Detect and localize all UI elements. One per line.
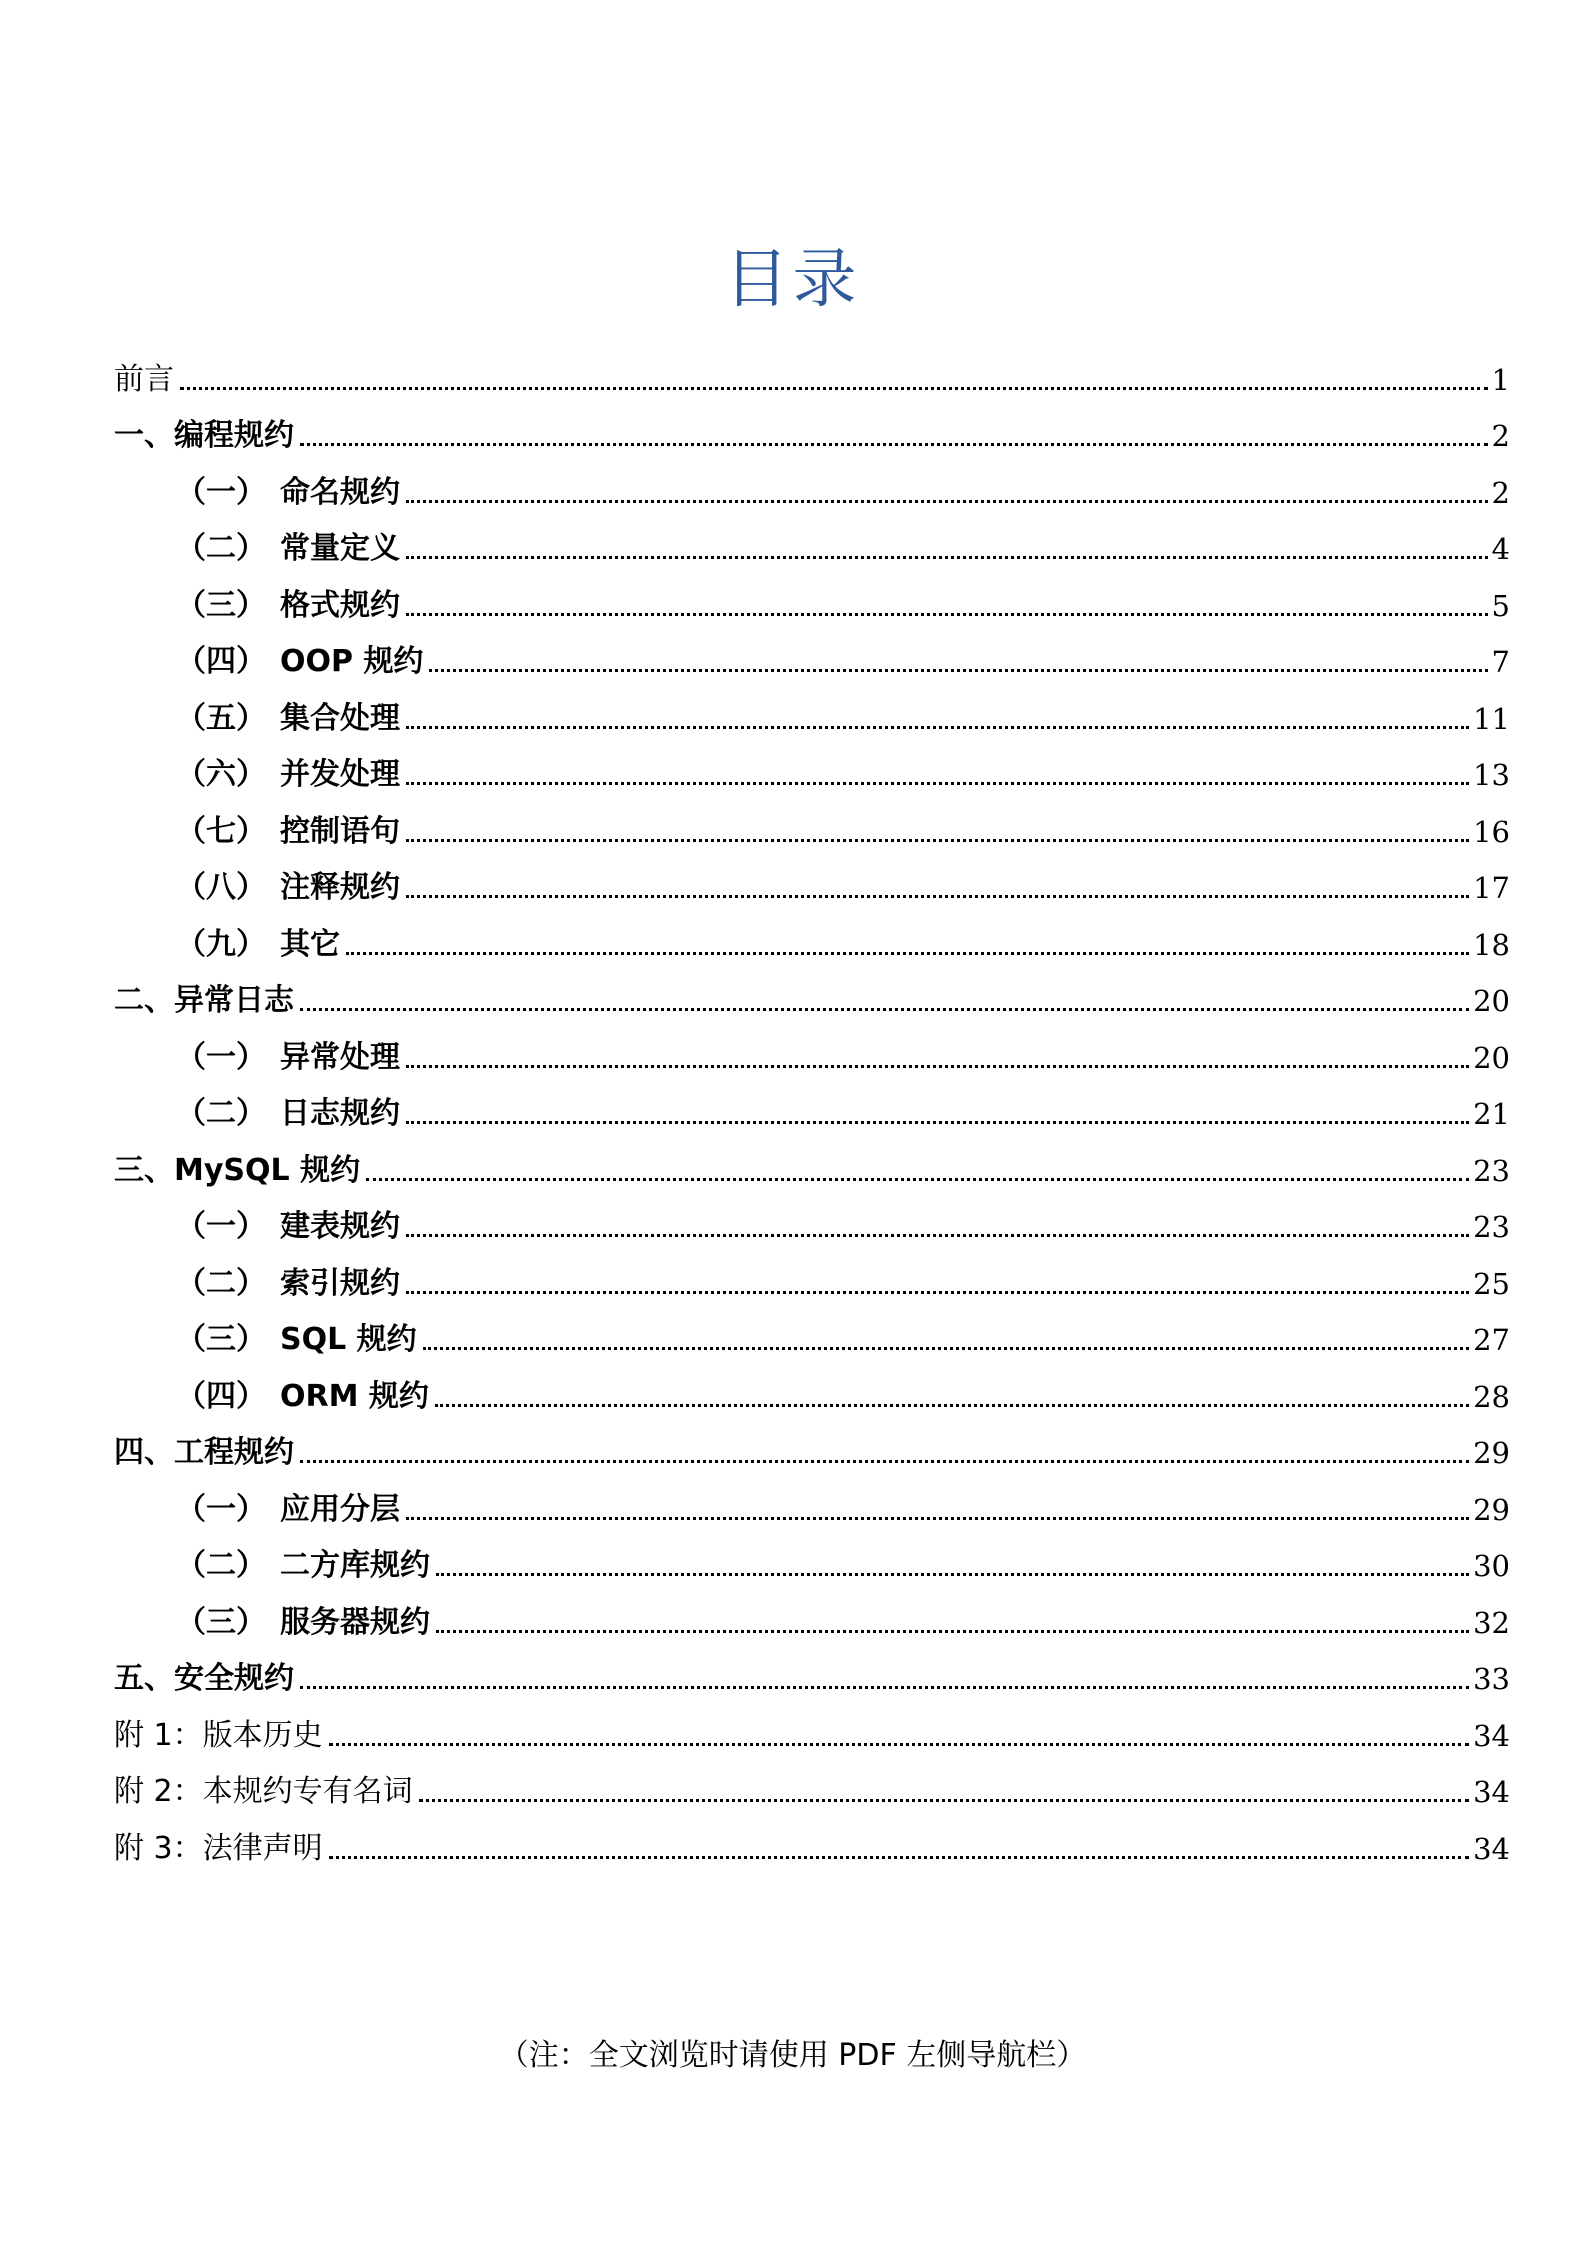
toc-entry-label: 二方库规约 [280, 1548, 430, 1583]
toc-entry-label: OOP 规约 [280, 644, 424, 679]
toc-entry-label: 附 2：本规约专有名词 [114, 1774, 413, 1809]
navigation-footnote: （注：全文浏览时请使用 PDF 左侧导航栏） [498, 2038, 1087, 2073]
dot-leader [300, 1460, 1469, 1463]
toc-entry-label: 索引规约 [280, 1265, 400, 1301]
toc-entry-label: 附 1：版本历史 [114, 1717, 323, 1753]
dot-leader [406, 1065, 1469, 1068]
toc-entry-title [176, 757, 400, 793]
toc-entry[interactable] [114, 1594, 1510, 1651]
toc-entry-page-number: 17 [1473, 871, 1510, 905]
toc-entry-page-number: 20 [1473, 984, 1510, 1018]
toc-entry[interactable] [114, 1764, 1510, 1821]
toc-entry-page-number: 16 [1473, 814, 1510, 849]
dot-leader [366, 1178, 1469, 1181]
toc-entry-page-number: 29 [1473, 1492, 1510, 1527]
toc-entry-title [114, 983, 294, 1019]
dot-leader [406, 895, 1469, 898]
toc-entry-label: 四、工程规约 [114, 1435, 294, 1470]
toc-entry-page-number: 28 [1473, 1379, 1510, 1414]
dot-leader [300, 1686, 1469, 1689]
toc-entry-page-number: 11 [1473, 701, 1510, 736]
toc-entry-page-number: 33 [1473, 1662, 1510, 1696]
toc-entry-label: ORM 规约 [280, 1378, 429, 1414]
dot-leader [435, 1404, 1469, 1407]
dot-leader [419, 1799, 1469, 1802]
dot-leader [406, 613, 1488, 616]
toc-entry-label: 建表规约 [280, 1209, 400, 1244]
toc-entry-label: 日志规约 [280, 1096, 400, 1131]
toc-entry-number: （七） [176, 813, 266, 849]
toc-entry-page-number: 18 [1473, 927, 1510, 962]
dot-leader [406, 1121, 1469, 1124]
toc-entry-label: 控制语句 [280, 813, 400, 849]
toc-entry-page-number: 25 [1473, 1266, 1510, 1301]
toc-entry-number: （八） [176, 870, 266, 905]
toc-entry-title [114, 1661, 294, 1697]
toc-entry[interactable] [114, 1312, 1510, 1369]
dot-leader [406, 839, 1469, 842]
toc-entry-title [176, 1096, 400, 1132]
toc-entry-label: 前言 [114, 361, 174, 397]
toc-entry-label: 二、异常日志 [114, 983, 294, 1018]
toc-entry-title [176, 1209, 400, 1245]
toc-entry-title [114, 1831, 323, 1867]
toc-entry-number: （一） [176, 1491, 266, 1527]
toc-entry-title [176, 588, 400, 624]
toc-entry-number: （二） [176, 1265, 266, 1301]
toc-entry-page-number: 21 [1473, 1097, 1510, 1131]
toc-entry-number: （三） [176, 1604, 266, 1640]
dot-leader [406, 782, 1469, 785]
toc-entry[interactable] [114, 521, 1510, 578]
toc-entry-page-number: 23 [1473, 1210, 1510, 1244]
toc-entry-number: （二） [176, 1096, 266, 1131]
toc-entry-title [114, 1435, 294, 1471]
toc-entry-label: 集合处理 [280, 700, 400, 736]
dot-leader [329, 1743, 1469, 1746]
toc-entry-title [114, 1718, 323, 1754]
toc-entry-page-number: 13 [1473, 758, 1510, 792]
dot-leader [300, 443, 1488, 446]
toc-entry[interactable] [114, 1199, 1510, 1256]
toc-entry[interactable] [114, 747, 1510, 804]
toc-entry-number: （四） [176, 644, 266, 679]
toc-entry[interactable] [114, 1368, 1510, 1425]
dot-leader [406, 500, 1488, 503]
dot-leader [406, 1517, 1469, 1520]
toc-entry-number: （一） [176, 474, 266, 510]
toc-entry-title [114, 1153, 360, 1189]
toc-entry-label: 常量定义 [280, 531, 400, 566]
toc-entry[interactable] [114, 464, 1510, 521]
toc-entry-number: （五） [176, 700, 266, 736]
toc-entry-page-number: 32 [1473, 1605, 1510, 1640]
toc-entry[interactable] [114, 1481, 1510, 1538]
toc-entry-title [176, 814, 400, 850]
dot-leader [406, 1234, 1469, 1237]
toc-entry-label: 异常处理 [280, 1039, 400, 1075]
toc-entry-page-number: 34 [1473, 1831, 1510, 1866]
toc-entry-title [176, 1605, 430, 1641]
toc-entry-page-number: 29 [1473, 1436, 1510, 1470]
toc-entry-number: （三） [176, 1322, 266, 1357]
toc-entry[interactable] [114, 690, 1510, 747]
toc-entry[interactable] [114, 634, 1510, 691]
toc-entry-label: 一、编程规约 [114, 418, 294, 453]
toc-entry-page-number: 20 [1473, 1040, 1510, 1075]
toc-entry-number: （一） [176, 1209, 266, 1244]
toc-entry-page-number: 2 [1491, 475, 1510, 510]
toc-entry-number: （二） [176, 531, 266, 566]
toc-entry[interactable] [114, 973, 1510, 1030]
toc-entry-page-number: 5 [1491, 588, 1510, 623]
toc-entry-label: 服务器规约 [280, 1604, 430, 1640]
toc-entry-label: 格式规约 [280, 587, 400, 623]
toc-entry[interactable] [114, 577, 1510, 634]
toc-entry[interactable] [114, 1086, 1510, 1143]
toc-entry-page-number: 34 [1473, 1775, 1510, 1809]
toc-entry[interactable] [114, 1651, 1510, 1708]
dot-leader [180, 387, 1488, 390]
toc-entry-title [114, 418, 294, 454]
toc-entry-title [176, 644, 423, 680]
toc-entry[interactable] [114, 803, 1510, 860]
toc-entry[interactable] [114, 1707, 1510, 1764]
toc-entry-label: 附 3：法律声明 [114, 1830, 323, 1866]
toc-entry-title [176, 701, 400, 737]
toc-entry-page-number: 1 [1491, 362, 1510, 397]
toc-entry[interactable] [114, 1029, 1510, 1086]
toc-entry[interactable] [114, 351, 1510, 408]
toc-entry-page-number: 4 [1491, 532, 1510, 566]
dot-leader [423, 1347, 1469, 1350]
toc-entry[interactable] [114, 1425, 1510, 1482]
toc-entry-title [176, 531, 400, 567]
toc-entry-title [176, 1548, 430, 1584]
dot-leader [406, 556, 1488, 559]
toc-entry[interactable] [114, 860, 1510, 917]
toc-entry-label: 其它 [280, 926, 340, 962]
toc-entry-label: 注释规约 [280, 870, 400, 905]
toc-entry-page-number: 7 [1491, 645, 1510, 679]
dot-leader [346, 952, 1469, 955]
dot-leader [406, 1291, 1469, 1294]
toc-entry-page-number: 27 [1473, 1323, 1510, 1357]
toc-entry[interactable] [114, 408, 1510, 465]
toc-entry-number: （四） [176, 1378, 266, 1414]
toc-entry-label: 三、MySQL 规约 [114, 1152, 361, 1188]
dot-leader [300, 1008, 1469, 1011]
toc-entry[interactable] [114, 916, 1510, 973]
toc-entry-title [114, 362, 174, 398]
toc-entry-page-number: 30 [1473, 1549, 1510, 1583]
toc-entry-title [176, 1379, 429, 1415]
dot-leader [329, 1856, 1469, 1859]
toc-entry-title [176, 1040, 400, 1076]
toc-entry-title [114, 1774, 413, 1810]
toc-entry[interactable] [114, 1255, 1510, 1312]
toc-entry-label: 五、安全规约 [114, 1661, 294, 1696]
dot-leader [429, 669, 1487, 672]
toc-entry-title [176, 1322, 417, 1358]
toc-entry[interactable] [114, 1538, 1510, 1595]
page-title: 目录 [724, 243, 861, 317]
toc-entry-title [176, 927, 340, 963]
toc-entry-title [176, 870, 400, 906]
toc-entry-label: 应用分层 [280, 1491, 400, 1527]
toc-entry-number: （九） [176, 926, 266, 962]
toc-entry-label: SQL 规约 [280, 1322, 417, 1357]
toc-entry[interactable] [114, 1820, 1510, 1877]
toc-entry-number: （三） [176, 587, 266, 623]
dot-leader [406, 726, 1469, 729]
toc-entry-label: 并发处理 [280, 757, 400, 792]
toc-entry-title [176, 1266, 400, 1302]
toc-entry-label: 命名规约 [280, 474, 400, 510]
toc-entry-title [176, 475, 400, 511]
dot-leader [436, 1630, 1469, 1633]
toc-entry-page-number: 23 [1473, 1153, 1510, 1188]
toc-entry-number: （六） [176, 757, 266, 792]
toc-entry-number: （二） [176, 1548, 266, 1583]
toc-entry-title [176, 1492, 400, 1528]
toc-entry-number: （一） [176, 1039, 266, 1075]
dot-leader [436, 1573, 1469, 1576]
toc-entry-page-number: 34 [1473, 1718, 1510, 1753]
toc-entry-page-number: 2 [1491, 419, 1510, 453]
toc-entry[interactable] [114, 1142, 1510, 1199]
table-of-contents [114, 351, 1510, 1877]
